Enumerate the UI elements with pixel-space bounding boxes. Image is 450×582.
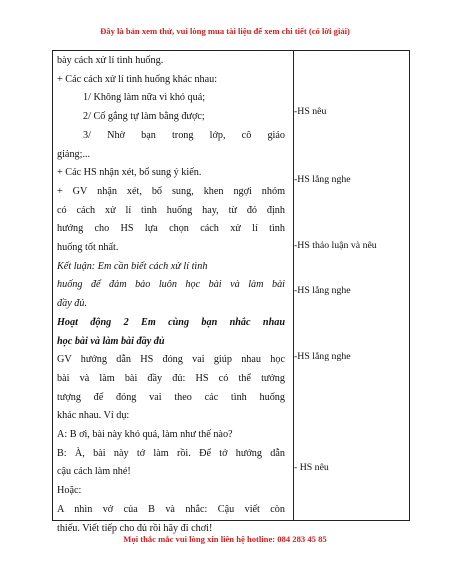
text-line: hướng cho HS lựa chọn cách xử lí tình — [57, 223, 285, 235]
conclusion-line: huống để đảm bảo luôn học bài và làm bài — [57, 279, 285, 291]
dialogue-line: A nhìn vở của B và nhắc: Cậu viết còn — [57, 503, 285, 515]
text-line: + Các HS nhận xét, bổ sung ý kiến. — [57, 167, 202, 179]
activity-heading: học bài và làm bài đầy đủ — [57, 335, 165, 347]
student-response: - HS nêu — [294, 462, 329, 473]
teacher-activity-column — [57, 51, 285, 538]
text-line: GV hướng dẫn HS đóng vai giúp nhau học — [57, 354, 285, 366]
option-3: 3/ Nhờ bạn trong lớp, cô giáo — [83, 129, 285, 141]
text-line: giảng;... — [57, 148, 91, 160]
dialogue-line: A: B ơi, bài này khó quá, làm như thế nào? — [57, 429, 233, 441]
text-line: + Các cách xử lí tình huống khác nhau: — [57, 73, 218, 85]
text-line: bày cách xử lí tình huống. — [57, 55, 164, 66]
text-line: huống tốt nhất. — [57, 242, 119, 254]
preview-notice-banner: Đây là bản xem thử, vui lòng mua tài liệu để xem chi tiết (có lời giải) — [100, 26, 350, 36]
student-response: -HS lắng nghe — [294, 351, 351, 362]
conclusion-label: Kết luận: — [57, 260, 96, 272]
conclusion-line — [57, 258, 285, 277]
dialogue-line: thiếu. Viết tiếp cho đủ rồi hãy đi chơi! — [57, 522, 213, 534]
text-line: bài và làm bài đầy đủ: HS có thể tưởng — [57, 372, 285, 384]
student-response: -HS lắng nghe — [294, 174, 351, 185]
text-line: Hoặc: — [57, 485, 82, 497]
text-line: + GV nhận xét, bổ sung, khen ngợi nhóm — [57, 185, 285, 197]
student-response: -HS nêu — [294, 106, 327, 117]
lesson-table — [52, 50, 410, 534]
student-response: -HS thảo luận và nêu — [294, 240, 377, 251]
text-line: tượng để đóng vai theo các tình huống — [57, 391, 285, 403]
conclusion-line: đầy đủ. — [57, 298, 87, 310]
conclusion-text: Em cần biết cách xử lí tình — [95, 260, 208, 272]
hotline-banner: Mọi thắc mắc vui lòng xin liên hệ hotline: 084 283 45 85 — [123, 534, 327, 544]
option-1: 1/ Không làm nữa vì khó quá; — [83, 92, 206, 104]
text-line: có cách xử lí tình huống hay, từ đó định — [57, 204, 285, 216]
dialogue-line: cậu cách làm nhé! — [57, 466, 131, 478]
text-line: khác nhau. Ví dụ: — [57, 410, 130, 422]
option-2: 2/ Cố gắng tự làm bằng được; — [83, 111, 205, 123]
activity-heading: Hoạt động 2 Em cùng bạn nhắc nhau — [57, 316, 285, 328]
dialogue-line: B: À, bài này tớ làm rồi. Để tớ hướng dẫn — [57, 447, 285, 459]
student-response: -HS lắng nghe — [294, 285, 351, 296]
